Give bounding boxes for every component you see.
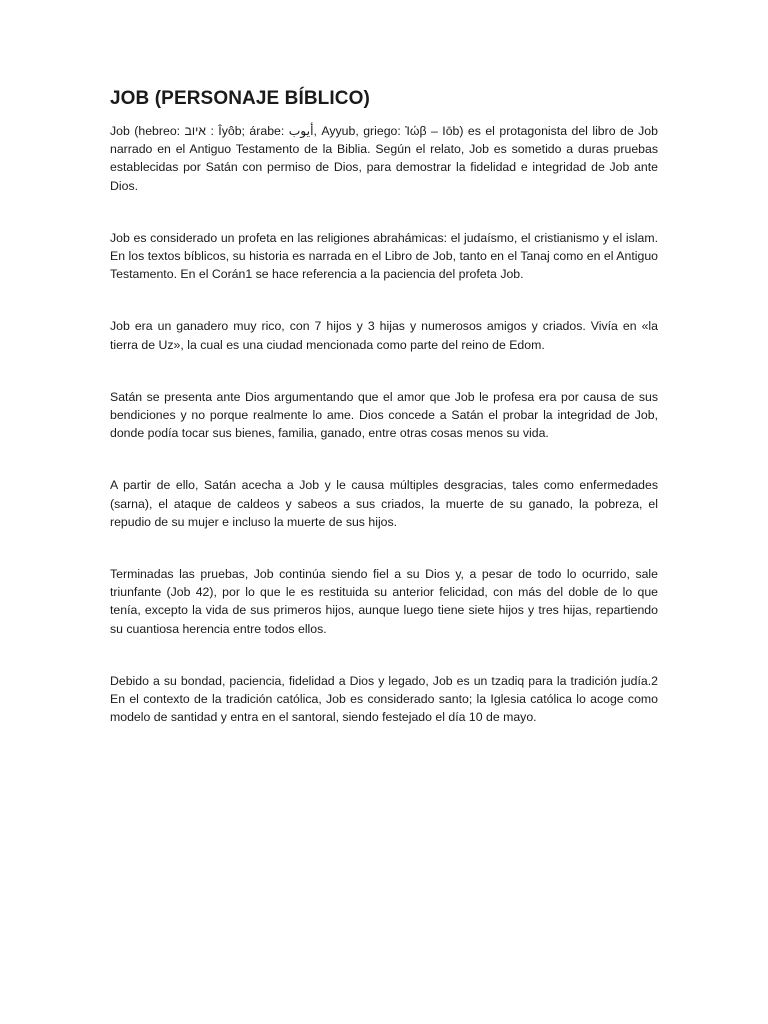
page-title: JOB (PERSONAJE BÍBLICO) bbox=[110, 88, 370, 109]
paragraph-desgracias: A partir de ello, Satán acecha a Job y le causa múltiples desgracias, tales como enfermedades (sarna), el ataque de caldeos y sabeos a sus criados, la muerte de su ganado, la pobreza, el repudio de su mujer e incluso la muerte de sus hijos. bbox=[110, 478, 658, 529]
paragraph-satan: Satán se presenta ante Dios argumentando que el amor que Job le profesa era por causa de sus bendiciones y no porque realmente lo ame. Dios concede a Satán el probar la integridad de Job, donde podía tocar sus bienes, familia, ganado, entre otras cosas menos su vida. bbox=[110, 389, 658, 441]
paragraph-profeta: Job es considerado un profeta en las religiones abrahámicas: el judaísmo, el cristianismo y el islam. En los textos bíblicos, su historia es narrada en el Libro de Job, tanto en el Tanaj como en el Antiguo Testamento. En el Corán1 se hace referencia a la paciencia del profeta Job. bbox=[110, 230, 658, 282]
document-body bbox=[110, 88, 658, 726]
paragraph-bondad: Debido a su bondad, paciencia, fidelidad a Dios y legado, Job es un tzadiq para la tradición judía.2 En el contexto de la tradición católica, Job es considerado santo; la Iglesia católica lo acoge como modelo de santidad y entra en el santoral, siendo festejado el día 10 de mayo. bbox=[110, 673, 658, 725]
paragraph-terminadas: Terminadas las pruebas, Job continúa siendo fiel a su Dios y, a pesar de todo lo ocurrido, sale triunfante (Job 42), por lo que le es restituida su anterior felicidad, con más del doble de lo que tenía, excepto la vida de sus primeros hijos, aunque luego tiene siete hijos y tres hijas, repartiendo su cuantiosa herencia entre todos ellos. bbox=[110, 567, 658, 636]
paragraph-intro: Job (hebreo: איוב : Îyôb; árabe: أيوب, Ayyub, griego: Ἰώβ – Iōb) es el protagonista del libro de Job narrado en el Antiguo Testamento de la Biblia. Según el relato, Job es sometido a duras pruebas establecidas por Satán con permiso de Dios, para demostrar la fidelidad e integridad de Job ante Dios. bbox=[110, 124, 658, 193]
paragraph-ganadero: Job era un ganadero muy rico, con 7 hijos y 3 hijas y numerosos amigos y criados. Vivía en «la tierra de Uz», la cual es una ciudad mencionada como parte del reino de Edom. bbox=[110, 319, 658, 352]
